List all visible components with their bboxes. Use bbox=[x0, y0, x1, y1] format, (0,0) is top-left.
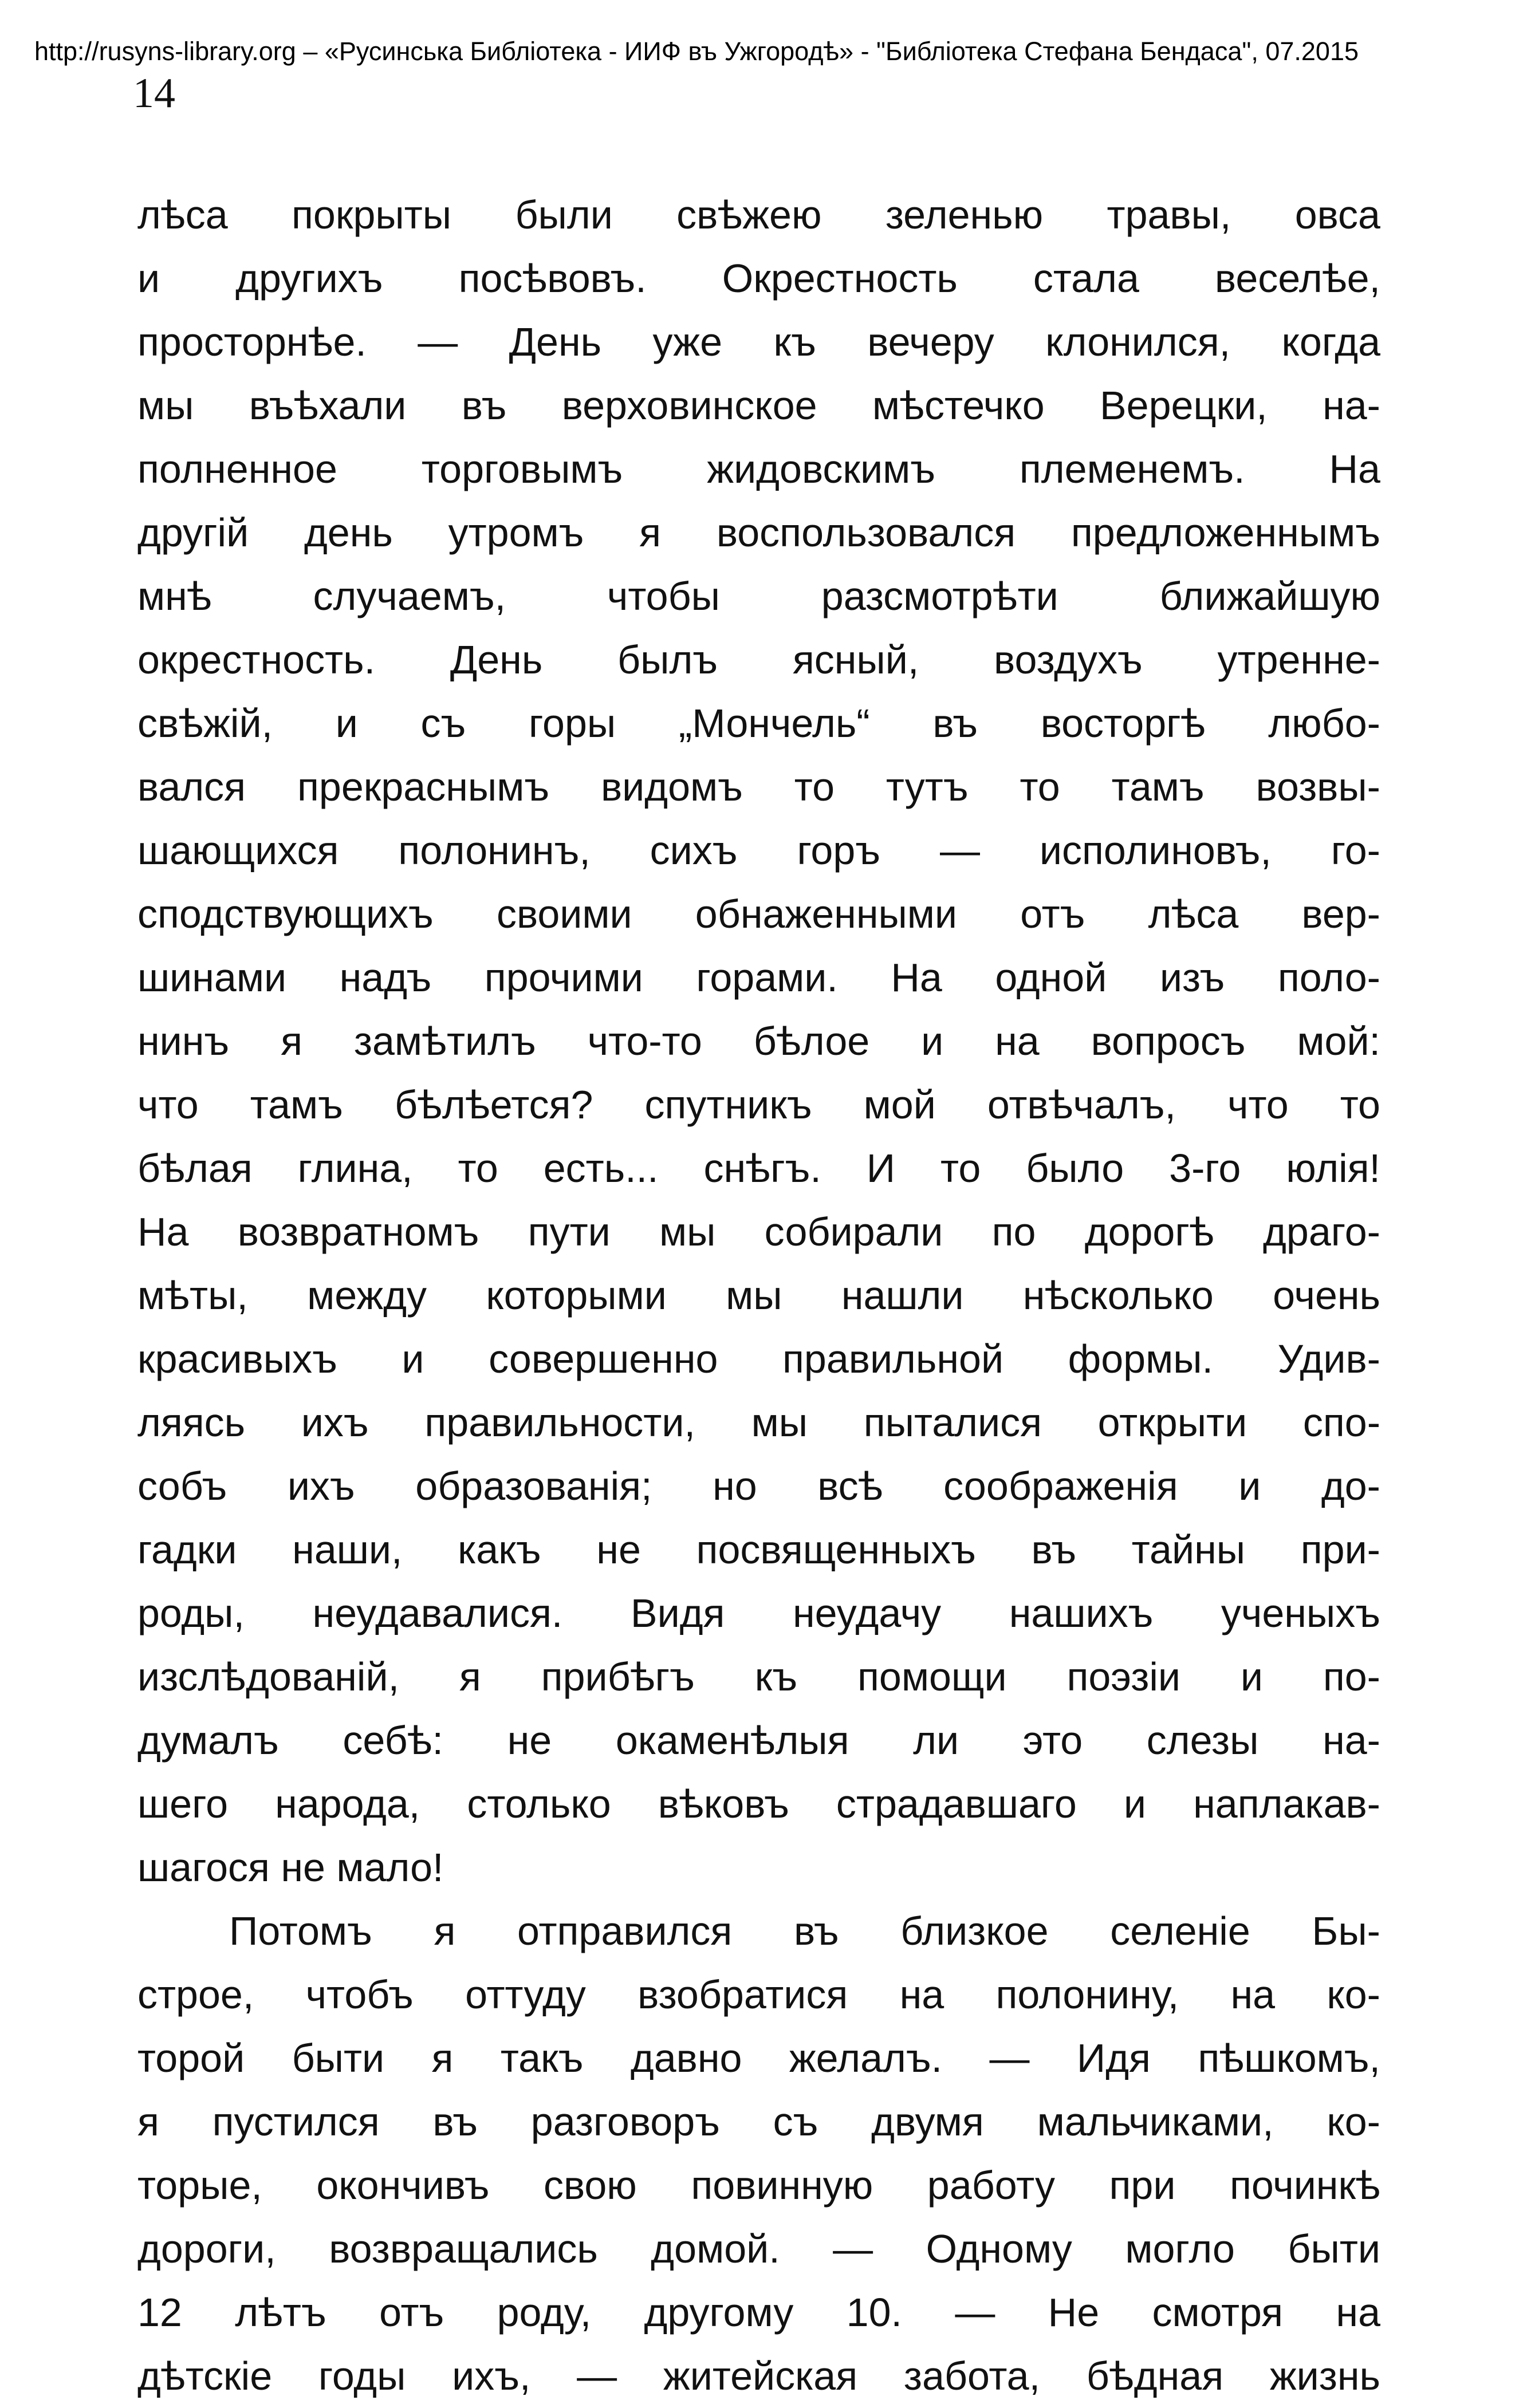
text-line: бѣлая глина, то есть... снѣгъ. И то было 3-го юлія! bbox=[137, 1146, 1380, 1191]
text-line: и другихъ посѣвовъ. Окрестность стала веселѣе, bbox=[137, 256, 1380, 301]
text-line: нинъ я замѣтилъ что-то бѣлое и на вопросъ мой: bbox=[137, 1019, 1380, 1063]
text-line: строе, чтобъ оттуду взобратися на полонину, на ко- bbox=[137, 1972, 1380, 2017]
text-line: красивыхъ и совершенно правильной формы. Удив- bbox=[137, 1337, 1380, 1381]
text-line: дороги, возвращались домой. — Одному могло быти bbox=[137, 2226, 1380, 2271]
text-line: мы въѣхали въ верховинское мѣстечко Верецки, на- bbox=[137, 383, 1380, 428]
text-line: шего народа, столько вѣковъ страдавшаго и наплакав- bbox=[137, 1782, 1380, 1826]
text-line: просторнѣе. — День уже къ вечеру клонился, когда bbox=[137, 320, 1380, 364]
text-line: изслѣдованій, я прибѣгъ къ помощи поэзіи и по- bbox=[137, 1654, 1380, 1699]
text-line: я пустился въ разговоръ съ двумя мальчиками, ко- bbox=[137, 2099, 1380, 2144]
text-line: вался прекраснымъ видомъ то тутъ то тамъ возвы- bbox=[137, 764, 1380, 809]
text-line: мнѣ случаемъ, чтобы разсмотрѣти ближайшую bbox=[137, 574, 1380, 618]
text-line: гадки наши, какъ не посвященныхъ въ тайны при- bbox=[137, 1527, 1380, 1572]
text-line: собъ ихъ образованія; но всѣ соображенія и до- bbox=[137, 1464, 1380, 1508]
text-line: мѣты, между которыми мы нашли нѣсколько очень bbox=[137, 1273, 1380, 1318]
text-line: торые, окончивъ свою повинную работу при починкѣ bbox=[137, 2163, 1380, 2208]
page-text-block bbox=[137, 183, 1380, 2408]
text-line: лѣса покрыты были свѣжею зеленью травы, овса bbox=[137, 192, 1380, 237]
text-line: 12 лѣтъ отъ роду, другому 10. — Не смотря на bbox=[137, 2290, 1380, 2335]
paragraph-1 bbox=[137, 183, 1380, 1899]
text-line: шинами надъ прочими горами. На одной изъ поло- bbox=[137, 955, 1380, 1000]
text-line: дѣтскіе годы ихъ, — житейская забота, бѣдная жизнь bbox=[137, 2354, 1380, 2398]
text-line: полненное торговымъ жидовскимъ племенемъ. На bbox=[137, 447, 1380, 491]
text-line: сподствующихъ своими обнаженными отъ лѣса вер- bbox=[137, 892, 1380, 936]
text-line: окрестность. День былъ ясный, воздухъ утренне- bbox=[137, 637, 1380, 682]
text-line: шающихся полонинъ, сихъ горъ — исполиновъ, го- bbox=[137, 828, 1380, 873]
text-line: шагося не мало! bbox=[137, 1845, 444, 1890]
text-line: другій день утромъ я воспользовался предложеннымъ bbox=[137, 510, 1380, 555]
page-number: 14 bbox=[133, 70, 175, 117]
paragraph-2 bbox=[137, 1899, 1380, 2408]
text-line: что тамъ бѣлѣется? спутникъ мой отвѣчалъ, что то bbox=[137, 1082, 1380, 1127]
text-line: Потомъ я отправился въ близкое селеніе Бы- bbox=[229, 1909, 1380, 1953]
text-line: ляясь ихъ правильности, мы пыталися открыти спо- bbox=[137, 1400, 1380, 1445]
source-url-header: http://rusyns-library.org – «Русинська Библіотека - ИИФ въ Ужгородѣ» - "Библіотека Стефана Бендаса", 07.2015 bbox=[34, 37, 1359, 66]
text-line: думалъ себѣ: не окаменѣлыя ли это слезы на- bbox=[137, 1718, 1380, 1763]
text-line: свѣжій, и съ горы „Мончель“ въ восторгѣ любо- bbox=[137, 701, 1380, 746]
text-line: роды, неудавалися. Видя неудачу нашихъ ученыхъ bbox=[137, 1591, 1380, 1635]
text-line: торой быти я такъ давно желалъ. — Идя пѣшкомъ, bbox=[137, 2036, 1380, 2080]
text-line: На возвратномъ пути мы собирали по дорогѣ драго- bbox=[137, 1209, 1380, 1254]
